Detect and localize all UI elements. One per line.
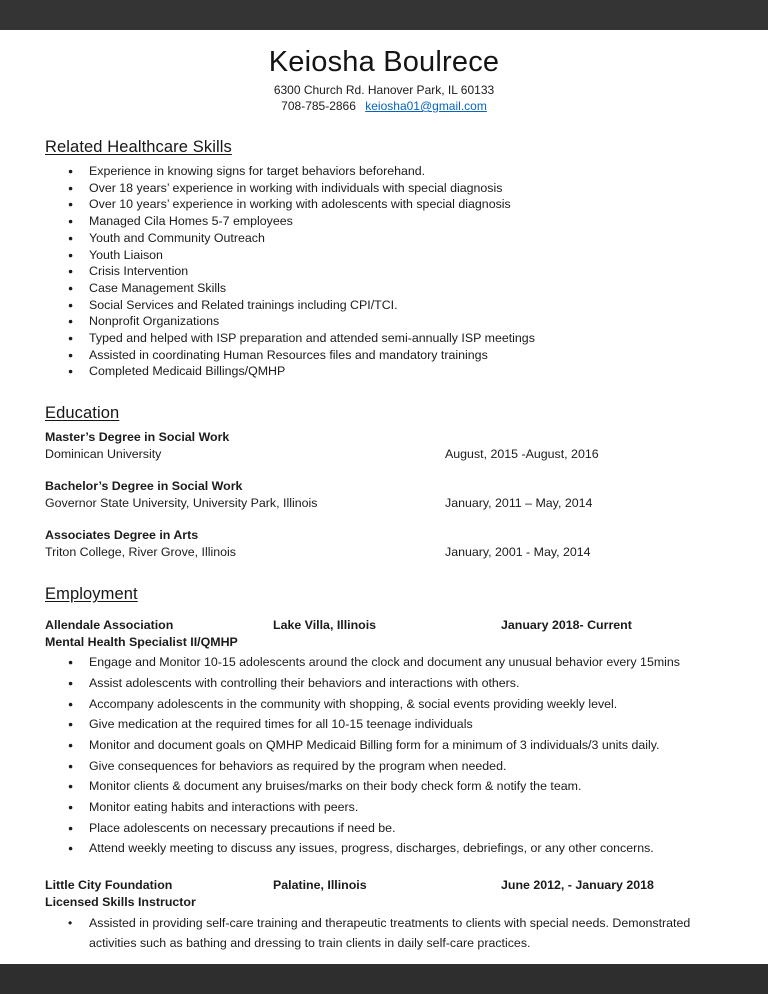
education-row (45, 544, 723, 561)
skill-item: ● Youth Liaison (68, 247, 723, 264)
contact-address: 6300 Church Rd. Hanover Park, IL 60133 (273, 83, 495, 97)
skill-item: ● Experience in knowing signs for target behaviors beforehand. (68, 163, 723, 180)
contact-phone: 708-785-2866 (281, 99, 356, 113)
education-row (45, 446, 723, 463)
education-entry (45, 527, 723, 561)
skill-item: ● Over 18 years’ experience in working with individuals with special diagnosis (68, 180, 723, 197)
school-name: Governor State University, University Park, Illinois (45, 496, 318, 511)
skill-item: ● Crisis Intervention (68, 263, 723, 280)
section-heading-employment: Employment (45, 585, 138, 604)
job-location: Lake Villa, Illinois (273, 618, 377, 633)
school-name: Triton College, River Grove, Illinois (45, 545, 236, 560)
education-entry (45, 478, 723, 512)
job-bullet: ● Accompany adolescents in the community with shopping, & social events providing weekly level. (68, 696, 723, 713)
skill-item: ● Over 10 years’ experience in working with adolescents with special diagnosis (68, 196, 723, 213)
viewer-top-bar (0, 0, 768, 30)
viewer-bottom-bar (0, 964, 768, 994)
job-bullet: ● Place adolescents on necessary precautions if need be. (68, 820, 723, 837)
contact-block (45, 82, 723, 114)
skill-item: ● Nonprofit Organizations (68, 313, 723, 330)
section-heading-skills: Related Healthcare Skills (45, 138, 232, 156)
job-title: Licensed Skills Instructor (45, 895, 196, 910)
resume-page (0, 30, 768, 953)
job-bullet: ● Engage and Monitor 10-15 adolescents around the clock and document any unusual behavior every 15mins (68, 654, 723, 671)
skill-item: ● Assisted in coordinating Human Resources files and mandatory trainings (68, 347, 723, 364)
skill-item: ● Managed Cila Homes 5-7 employees (68, 213, 723, 230)
skill-item: ● Youth and Community Outreach (68, 230, 723, 247)
skill-item: ● Social Services and Related trainings including CPI/TCI. (68, 297, 723, 314)
education-row (45, 495, 723, 512)
skill-item: ● Completed Medicaid Billings/QMHP (68, 363, 723, 380)
degree-title: Master’s Degree in Social Work (45, 430, 230, 445)
job-bullet: ● Give consequences for behaviors as required by the program when needed. (68, 758, 723, 775)
education-entry (45, 429, 723, 463)
job-bullet: ● Give medication at the required times for all 10-15 teenage individuals (68, 716, 723, 733)
job-header-row (45, 617, 723, 634)
skills-list (45, 163, 723, 380)
job-bullets (45, 914, 723, 953)
job-location: Palatine, Illinois (273, 878, 367, 893)
job-bullet: ● Monitor eating habits and interactions with peers. (68, 799, 723, 816)
email-link[interactable]: keiosha01@gmail.com (365, 99, 487, 113)
job-dates: June 2012, - January 2018 (501, 878, 654, 893)
job-title: Mental Health Specialist II/QMHP (45, 635, 238, 650)
job-bullet: ● Assist adolescents with controlling their behaviors and interactions with others. (68, 675, 723, 692)
education-dates: January, 2001 - May, 2014 (445, 545, 591, 560)
candidate-name: Keiosha Boulrece (268, 46, 500, 78)
degree-title: Associates Degree in Arts (45, 528, 199, 543)
degree-title: Bachelor’s Degree in Social Work (45, 479, 243, 494)
job-bullet: ● Monitor and document goals on QMHP Medicaid Billing form for a minimum of 3 individuals/3 units daily. (68, 737, 723, 754)
contact-phone-line (45, 98, 723, 114)
job-dates: January 2018- Current (501, 618, 632, 633)
job-bullets (45, 654, 723, 857)
section-heading-education: Education (45, 404, 120, 423)
skill-item: ● Typed and helped with ISP preparation and attended semi-annually ISP meetings (68, 330, 723, 347)
education-dates: January, 2011 – May, 2014 (445, 496, 593, 511)
skill-item: ● Case Management Skills (68, 280, 723, 297)
job-bullet: • Assisted in providing self-care training and therapeutic treatments to clients with special needs. Demonstrated activities such as bathing and dressing to train clients in daily self-care practices. (68, 914, 723, 953)
school-name: Dominican University (45, 447, 162, 462)
education-dates: August, 2015 -August, 2016 (445, 447, 599, 462)
job-bullet: ● Attend weekly meeting to discuss any issues, progress, discharges, debriefings, or any other concerns. (68, 840, 723, 857)
job-header-row (45, 877, 723, 894)
job-bullet: ● Monitor clients & document any bruises/marks on their body check form & notify the team. (68, 778, 723, 795)
job-company: Little City Foundation (45, 878, 173, 893)
job-company: Allendale Association (45, 618, 174, 633)
